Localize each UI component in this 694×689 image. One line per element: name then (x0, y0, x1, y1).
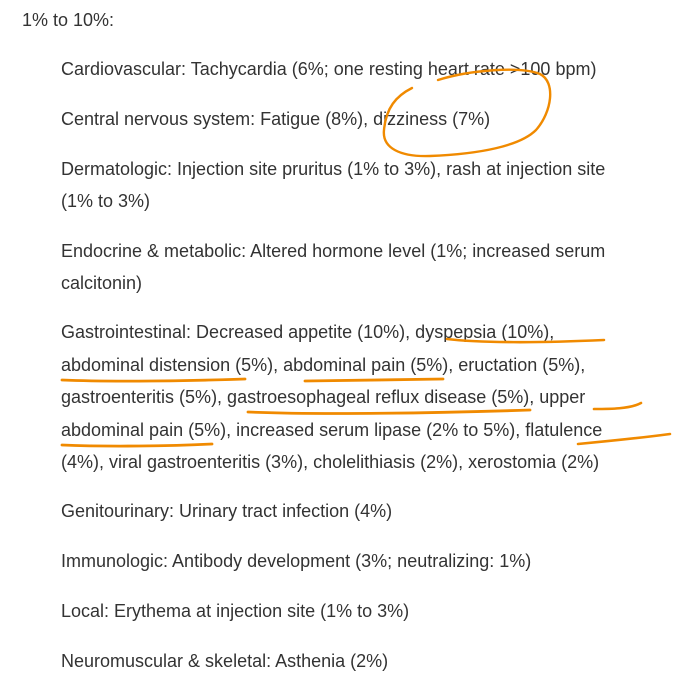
entry-central-nervous-system: Central nervous system: Fatigue (8%), dizziness (7%) (61, 109, 491, 129)
entry-gastrointestinal-line-5: (4%), viral gastroenteritis (3%), cholelithiasis (2%), xerostomia (2%) (61, 452, 600, 472)
entry-endocrine-line-2: calcitonin) (61, 273, 143, 293)
entry-gastrointestinal-line-1: Gastrointestinal: Decreased appetite (10%), dyspepsia (10%), (61, 322, 555, 342)
entry-gastrointestinal-line-3: gastroenteritis (5%), gastroesophageal reflux disease (5%), upper (61, 387, 586, 407)
entry-endocrine-line-1: Endocrine & metabolic: Altered hormone level (1%; increased serum (61, 241, 606, 261)
entry-dermatologic-line-2: (1% to 3%) (61, 191, 151, 211)
section-heading: 1% to 10%: (22, 10, 115, 30)
entry-dermatologic-line-1: Dermatologic: Injection site pruritus (1% to 3%), rash at injection site (61, 159, 606, 179)
entry-gastrointestinal-line-2: abdominal distension (5%), abdominal pain (5%), eructation (5%), (61, 355, 586, 375)
entry-local: Local: Erythema at injection site (1% to 3%) (61, 601, 410, 621)
entry-neuromuscular-skeletal: Neuromuscular & skeletal: Asthenia (2%) (61, 651, 389, 671)
entry-genitourinary: Genitourinary: Urinary tract infection (4%) (61, 501, 393, 521)
entry-immunologic: Immunologic: Antibody development (3%; neutralizing: 1%) (61, 551, 532, 571)
entry-gastrointestinal-line-4: abdominal pain (5%), increased serum lipase (2% to 5%), flatulence (61, 420, 603, 440)
entry-cardiovascular: Cardiovascular: Tachycardia (6%; one resting heart rate >100 bpm) (61, 59, 597, 79)
